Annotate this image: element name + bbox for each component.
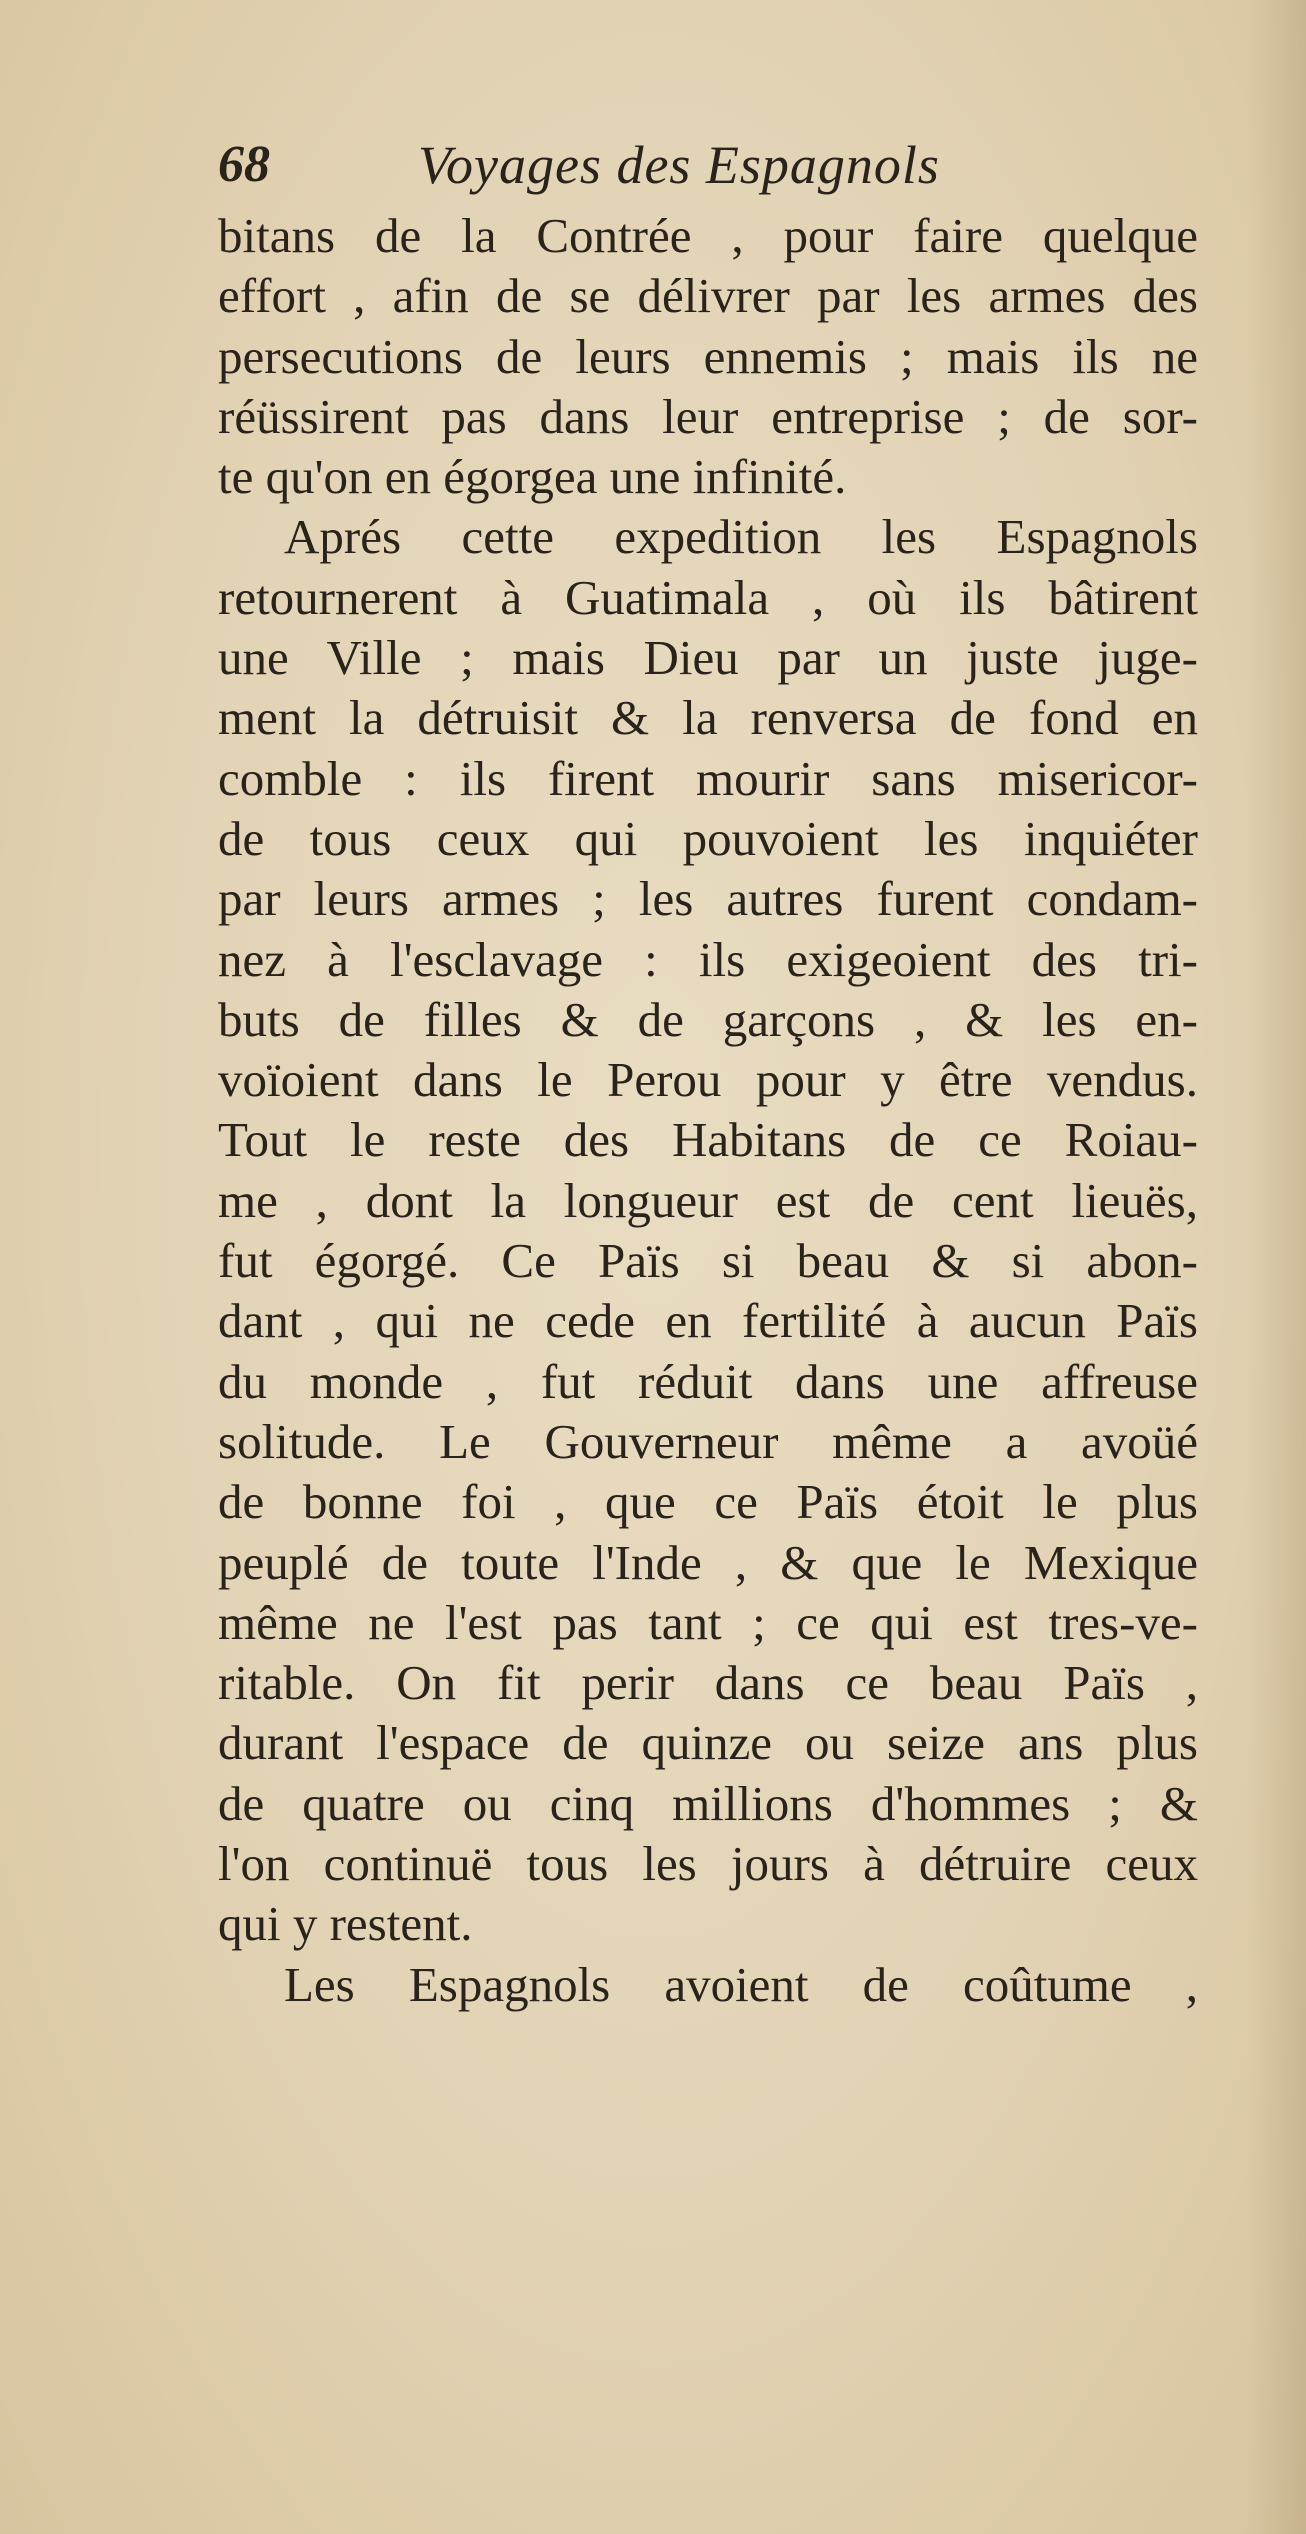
text-line: réüssirent pas dans leur entreprise ; de sor- <box>218 388 1198 444</box>
text-line: de bonne foi , que ce Païs étoit le plus <box>218 1474 1198 1530</box>
text-line: même ne l'est pas tant ; ce qui est tres-ve- <box>218 1594 1198 1650</box>
text-line: Tout le reste des Habitans de ce Roiau- <box>218 1112 1198 1168</box>
page-header <box>218 135 1098 205</box>
text-line: de quatre ou cinq millions d'hommes ; & <box>218 1775 1198 1831</box>
text-line: ment la détruisit & la renversa de fond en <box>218 690 1198 746</box>
text-line: Les Espagnols avoient de coûtume , <box>284 1956 1198 2012</box>
text-line: qui y restent. <box>218 1896 473 1952</box>
text-line: peuplé de toute l'Inde , & que le Mexique <box>218 1534 1198 1590</box>
text-line: fut égorgé. Ce Païs si beau & si abon- <box>218 1233 1198 1289</box>
text-line: persecutions de leurs ennemis ; mais ils ne <box>218 328 1198 384</box>
text-line: durant l'espace de quinze ou seize ans plus <box>218 1715 1198 1771</box>
text-line: solitude. Le Gouverneur même a avoüé <box>218 1413 1198 1469</box>
text-line: dant , qui ne cede en fertilité à aucun Païs <box>218 1293 1198 1349</box>
text-line: du monde , fut réduit dans une affreuse <box>218 1353 1198 1409</box>
text-line: bitans de la Contrée , pour faire quelque <box>218 208 1198 263</box>
text-line: nez à l'esclavage : ils exigeoient des tri- <box>218 931 1198 987</box>
text-line: de tous ceux qui pouvoient les inquiéter <box>218 810 1198 866</box>
body-text <box>218 206 1198 2015</box>
text-line: effort , afin de se délivrer par les armes des <box>218 268 1198 324</box>
text-line: l'on continuë tous les jours à détruire ceux <box>218 1836 1198 1892</box>
text-line: te qu'on en égorgea une infinité. <box>218 449 847 505</box>
text-line: buts de filles & de garçons , & les en- <box>218 991 1198 1047</box>
text-line: retournerent à Guatimala , où ils bâtirent <box>218 569 1198 625</box>
text-line: ritable. On fit perir dans ce beau Païs , <box>218 1655 1198 1711</box>
text-line: une Ville ; mais Dieu par un juste juge- <box>218 630 1198 686</box>
text-line: me , dont la longueur est de cent lieuës, <box>218 1172 1198 1228</box>
running-head: Voyages des Espagnols <box>418 135 940 195</box>
text-line: par leurs armes ; les autres furent condam- <box>218 871 1198 927</box>
text-line: Aprés cette expedition les Espagnols <box>284 509 1198 565</box>
page-number: 68 <box>218 136 270 193</box>
text-line: voïoient dans le Perou pour y être vendus. <box>218 1052 1198 1108</box>
page-edge-shadow <box>1246 0 1306 2534</box>
text-line: comble : ils firent mourir sans misericor- <box>218 750 1198 806</box>
